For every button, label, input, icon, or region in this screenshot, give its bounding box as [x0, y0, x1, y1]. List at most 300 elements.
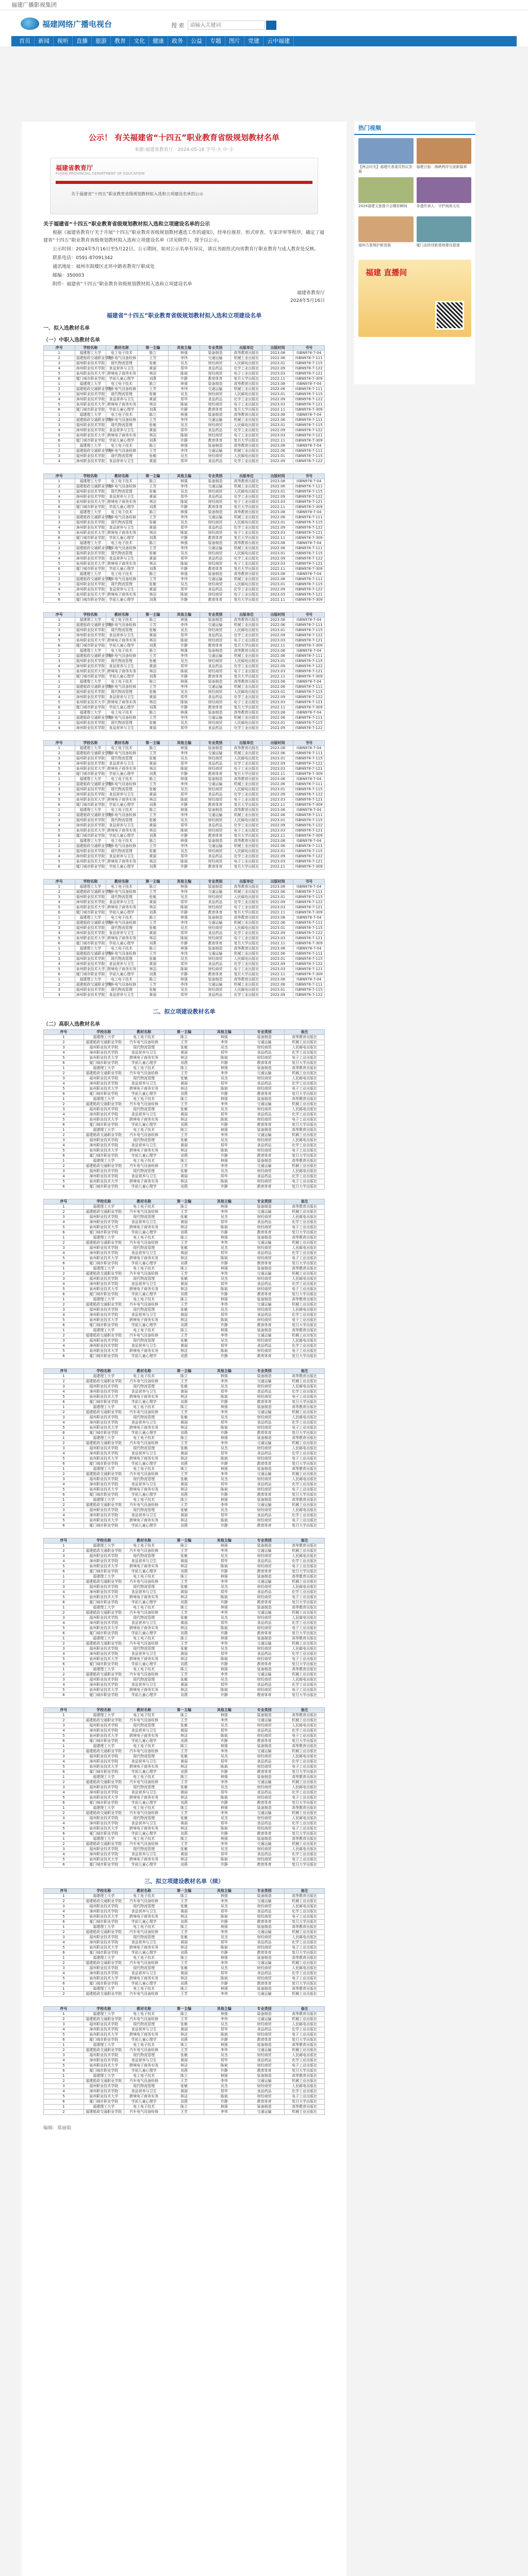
table-cell: 吴杰 [204, 1446, 244, 1451]
video-thumb[interactable] [358, 138, 414, 174]
nav-item[interactable]: 政务 [168, 36, 187, 46]
table-cell: 陈斌 [204, 1487, 244, 1493]
nav-item[interactable]: 专题 [206, 36, 225, 46]
table-cell: 人民邮电出版社 [285, 1215, 325, 1220]
table-cell: 汽车电气设备检修 [106, 782, 138, 787]
table-cell: 电子工业出版社 [285, 1518, 325, 1523]
table-cell: 教育体育 [244, 1400, 285, 1405]
table-cell: 教育体育 [244, 1981, 285, 1987]
table-cell: 交通运输 [244, 1379, 285, 1384]
table-cell: 人民邮电出版社 [231, 361, 262, 366]
table-row [44, 1749, 325, 1754]
table-cell: 化学工业出版社 [285, 1728, 325, 1734]
nav-item[interactable]: 教育 [111, 36, 130, 46]
table-cell: 张敏 [137, 454, 169, 459]
table-cell: 4 [44, 664, 75, 669]
table-cell: 吴杰 [169, 551, 200, 556]
table-cell: 2022.06 [262, 577, 293, 582]
table-header-cell: 其他主编 [204, 2007, 244, 2012]
table-cell: ISBN978-7-115 [293, 818, 325, 823]
table-cell: 财经商贸 [244, 1734, 285, 1739]
table-cell: ISBN978-7-121 [293, 500, 325, 505]
table-cell: 2023.01 [262, 454, 293, 459]
table-cell: ISBN978-7-04 [293, 808, 325, 813]
table-cell: 跨境电子商务实务 [106, 700, 138, 705]
table-cell: 汽车电气设备检修 [106, 449, 138, 454]
table-cell: 福州职业技术学院 [75, 582, 106, 587]
table-cell: ISBN978-7-121 [293, 767, 325, 772]
table-header-cell: 教材名称 [106, 346, 138, 351]
table-row [44, 2110, 325, 2115]
table-cell: 汽车电气设备检修 [124, 1899, 164, 1904]
table-cell: 电工电子技术 [124, 1328, 164, 1333]
table-cell: 2 [44, 1102, 84, 1107]
table-cell: 2 [44, 356, 75, 361]
table-cell: 化学工业出版社 [231, 900, 262, 905]
table-row [44, 643, 325, 649]
table-cell: 财经商贸 [244, 1647, 285, 1652]
table-cell: ISBN978-7-04 [293, 746, 325, 751]
table-cell: 福州职业技术学院 [84, 1847, 124, 1852]
table-cell: 财经商贸 [200, 690, 231, 695]
table-cell: 机械工业出版社 [231, 654, 262, 659]
table-cell: 3 [44, 1816, 84, 1821]
table-cell: 现代物流管理 [106, 756, 138, 761]
table-cell: 陈立 [164, 1925, 204, 1930]
table-cell: 黄丽 [164, 1940, 204, 1945]
table-cell: 装备制造 [200, 680, 231, 685]
table-cell: 2 [44, 1961, 84, 1966]
table-cell: 电子工业出版社 [285, 1426, 325, 1431]
table-cell: 人民邮电出版社 [231, 659, 262, 664]
nav-item[interactable]: 首页 [15, 36, 35, 46]
table-cell: 汽车电气设备检修 [124, 1472, 164, 1477]
table-row [44, 1246, 325, 1251]
table-cell: 陈立 [164, 2012, 204, 2017]
table-cell: 装备制造 [244, 1374, 285, 1379]
table-cell: 陈立 [137, 916, 169, 921]
table-cell: 学前儿童心理学 [106, 910, 138, 916]
table-cell: 厦门城市职业学院 [75, 438, 106, 444]
table-cell: 吴杰 [169, 423, 200, 428]
table-row [44, 587, 325, 592]
table-cell: 财经商贸 [200, 721, 231, 726]
table-row [44, 1925, 325, 1930]
table-cell: 厦门城市职业学院 [84, 1400, 124, 1405]
table-cell: 2 [44, 982, 75, 988]
live-ad-banner[interactable] [358, 260, 471, 337]
table-cell: 吴杰 [169, 756, 200, 761]
table-cell: ISBN978-7-115 [293, 392, 325, 397]
table-cell: 福州职业技术学院 [75, 756, 106, 761]
nav-item[interactable]: 图片 [225, 36, 244, 46]
table-cell: 林洁 [137, 402, 169, 408]
table-cell: 2023.03 [262, 905, 293, 910]
table-cell: 林强 [204, 1775, 244, 1780]
table-header-cell: 其他主编 [204, 1030, 244, 1035]
table-cell: 张敏 [137, 520, 169, 526]
table-cell: 福建理工大学 [75, 541, 106, 546]
table-cell: 高等教育出版社 [285, 1128, 325, 1133]
material-table [43, 1888, 325, 1997]
table-cell: 吴杰 [204, 1076, 244, 1081]
table-cell: 许静 [204, 1569, 244, 1574]
table-header-cell: 出版时间 [262, 741, 293, 746]
table-cell: 福州职业技术学院 [84, 1754, 124, 1759]
table-cell: ISBN978-7-121 [293, 967, 325, 972]
table-cell: 食品营养与卫生 [106, 726, 138, 731]
top-bar-text: 福建广播影视集团 [11, 2, 57, 8]
table-cell: 李伟 [169, 921, 200, 926]
table-cell: 现代物流管理 [106, 787, 138, 792]
table-cell: 6 [44, 1770, 84, 1775]
table-cell: 漳州职业技术学院 [84, 1683, 124, 1688]
video-thumb[interactable] [417, 216, 472, 252]
table-cell: 厦门城市职业学院 [84, 1184, 124, 1190]
table-cell: 李伟 [169, 890, 200, 895]
table-cell: 高等教育出版社 [285, 1235, 325, 1241]
table-cell: 吴杰 [169, 849, 200, 854]
table-row [44, 674, 325, 680]
table-cell: 人民邮电出版社 [231, 423, 262, 428]
table-cell: 教育体育 [244, 1431, 285, 1436]
table-cell: 学前儿童心理学 [106, 834, 138, 839]
table-cell: 3 [44, 1935, 84, 1940]
table-cell: 食品药品 [200, 556, 231, 562]
table-cell: 学前儿童心理学 [124, 1862, 164, 1868]
table-cell: 黄丽 [164, 1174, 204, 1179]
table-cell: 3 [44, 1277, 84, 1282]
table-cell: 福州职业技术学院 [84, 1415, 124, 1420]
table-cell: 刘燕 [164, 1323, 204, 1328]
table-cell: 福州职业技术学院 [84, 1935, 124, 1940]
table-cell: 福建船政交通职业学院 [75, 890, 106, 895]
table-cell: 跨境电子商务实务 [106, 402, 138, 408]
table-row [44, 972, 325, 977]
table-cell: 电工电子技术 [124, 1956, 164, 1961]
table-cell: 郑华 [204, 1683, 244, 1688]
table-cell: 2023.03 [262, 531, 293, 536]
table-cell: 2023.08 [262, 777, 293, 782]
table-cell: 汽车电气设备检修 [106, 844, 138, 849]
table-cell: 黄丽 [137, 726, 169, 731]
table-cell: 2022.11 [262, 377, 293, 382]
table-cell: ISBN978-7-111 [293, 952, 325, 957]
table-cell: 福建理工大学 [84, 2012, 124, 2017]
table-cell: 交通运输 [200, 685, 231, 690]
table-cell: 4 [44, 792, 75, 798]
table-row [44, 546, 325, 551]
site-logo[interactable] [21, 18, 112, 30]
table-cell: 财经商贸 [244, 1564, 285, 1569]
table-header-cell: 专业类别 [200, 613, 231, 618]
table-cell: 陈斌 [204, 2032, 244, 2038]
table-cell: 人民邮电出版社 [231, 551, 262, 556]
table-header-cell: 序号 [44, 613, 75, 618]
table-cell: 2022.06 [262, 685, 293, 690]
table-cell: 福建理工大学 [84, 1713, 124, 1718]
nav-item[interactable]: 公益 [187, 36, 206, 46]
table-header-cell: 书号 [293, 879, 325, 885]
table-row [44, 2053, 325, 2058]
table-cell: 2022.06 [262, 356, 293, 361]
table-cell: ISBN978-7-122 [293, 587, 325, 592]
table-cell: 厦门城市职业学院 [75, 772, 106, 777]
nav-item[interactable]: 云中福建 [263, 36, 294, 46]
table-cell: 陈立 [137, 479, 169, 484]
table-cell: 2 [44, 2017, 84, 2022]
table-cell: 学前儿童心理学 [124, 2038, 164, 2043]
video-thumb[interactable] [417, 138, 472, 174]
table-row [44, 865, 325, 870]
table-cell: 泉州职业技术大学 [84, 1318, 124, 1323]
table-cell: 化学工业出版社 [285, 1451, 325, 1456]
table-cell: 汽车电气设备检修 [124, 1549, 164, 1554]
table-cell: 郑华 [204, 2089, 244, 2094]
table-row [44, 2038, 325, 2043]
table-cell: 陈立 [137, 839, 169, 844]
table-cell: 福建船政交通职业学院 [84, 2110, 124, 2115]
table-cell: 林强 [204, 1097, 244, 1102]
table-header-cell: 序号 [44, 1889, 84, 1894]
table-row [44, 1559, 325, 1564]
table-cell: 林强 [204, 1374, 244, 1379]
table-cell: 装备制造 [244, 2043, 285, 2048]
table-row [44, 2012, 325, 2017]
table-cell: 2 [44, 623, 75, 628]
table-cell: 高等教育出版社 [231, 885, 262, 890]
table-cell: 刘燕 [164, 1154, 204, 1159]
table-row [44, 449, 325, 454]
table-cell: 福建理工大学 [75, 649, 106, 654]
table-cell: 食品药品 [244, 1112, 285, 1117]
table-cell: 现代物流管理 [124, 1785, 164, 1790]
table-row [44, 900, 325, 905]
table-cell: 4 [44, 854, 75, 859]
table-cell: 2022.11 [262, 865, 293, 870]
table-cell: 陈立 [164, 1987, 204, 1992]
table-cell: 化学工业出版社 [231, 854, 262, 859]
nav-item[interactable]: 直播 [73, 36, 92, 46]
table-cell: 跨境电子商务实务 [106, 531, 138, 536]
table-cell: 学前儿童心理学 [124, 1951, 164, 1956]
table-row [44, 782, 325, 787]
table-cell: 郑华 [204, 1313, 244, 1318]
table-cell: 张敏 [164, 1816, 204, 1821]
table-cell: 2 [44, 1780, 84, 1785]
table-cell: 李伟 [204, 1102, 244, 1107]
table-cell: 许静 [204, 1862, 244, 1868]
table-cell: 陈立 [164, 1328, 204, 1333]
table-cell: 6 [44, 2069, 84, 2074]
table-cell: 复旦大学出版社 [285, 1862, 325, 1868]
table-cell: 2023.03 [262, 433, 293, 438]
table-cell: 李伟 [204, 2079, 244, 2084]
table-cell: 跨境电子商务实务 [106, 669, 138, 674]
table-cell: 食品药品 [244, 1621, 285, 1626]
table-cell: 汽车电气设备检修 [106, 982, 138, 988]
table-cell: 食品营养与卫生 [124, 1621, 164, 1626]
table-cell: 黄丽 [164, 2027, 204, 2032]
table-cell: 陈立 [164, 2043, 204, 2048]
table-cell: 财经商贸 [244, 1384, 285, 1389]
video-thumb[interactable] [417, 177, 472, 213]
table-cell: 财经商贸 [244, 1349, 285, 1354]
table-cell: 2023.01 [262, 957, 293, 962]
table-cell: 林强 [204, 2012, 244, 2017]
table-cell: 化学工业出版社 [285, 1050, 325, 1056]
table-cell: 4 [44, 1909, 84, 1914]
table-row [44, 1837, 325, 1842]
table-cell: 教育体育 [244, 1354, 285, 1359]
table-cell: 福建船政交通职业学院 [84, 1333, 124, 1338]
table-cell: 现代物流管理 [124, 1847, 164, 1852]
table-cell: 6 [44, 598, 75, 603]
thumb-image [358, 216, 414, 242]
table-cell: 5 [44, 638, 75, 643]
material-table [43, 345, 325, 464]
table-cell: 郑华 [204, 1174, 244, 1179]
table-cell: 张敏 [137, 957, 169, 962]
table-cell: 福建船政交通职业学院 [84, 1549, 124, 1554]
table-cell: 刘燕 [164, 1061, 204, 1066]
table-cell: ISBN978-7-309 [293, 377, 325, 382]
table-row [44, 695, 325, 700]
table-cell: 福州职业技术学院 [84, 1246, 124, 1251]
table-cell: 2 [44, 418, 75, 423]
table-cell: 福建理工大学 [84, 1574, 124, 1580]
table-cell: ISBN978-7-122 [293, 428, 325, 433]
nav-item[interactable]: 健康 [149, 36, 168, 46]
table-cell: 陈斌 [204, 1456, 244, 1462]
table-cell: 吴杰 [169, 690, 200, 695]
table-cell: 电工电子技术 [106, 946, 138, 952]
table-cell: 吴杰 [204, 2084, 244, 2089]
table-cell: 财经商贸 [200, 905, 231, 910]
table-cell: 漳州职业技术学院 [84, 1821, 124, 1826]
video-thumb[interactable] [358, 177, 414, 213]
table-cell: 黄丽 [164, 1313, 204, 1318]
table-cell: 财经商贸 [200, 926, 231, 931]
table-cell: 复旦大学出版社 [285, 1832, 325, 1837]
table-cell: 许静 [169, 598, 200, 603]
search-button[interactable] [266, 21, 276, 30]
table-cell: 跨境电子商务实务 [106, 828, 138, 834]
table-cell: 陈立 [137, 510, 169, 515]
nav-item[interactable]: 视听 [54, 36, 73, 46]
table-cell: 装备制造 [244, 1235, 285, 1241]
table-cell: 跨境电子商务实务 [124, 1287, 164, 1292]
table-cell: 陈斌 [204, 1256, 244, 1261]
table-header-cell: 第一主编 [164, 2007, 204, 2012]
table-cell: 学前儿童心理学 [106, 674, 138, 680]
table-cell: 厦门城市职业学院 [84, 1832, 124, 1837]
table-cell: 福建船政交通职业学院 [84, 1472, 124, 1477]
table-cell: 福建船政交通职业学院 [84, 1272, 124, 1277]
table-cell: 食品营养与卫生 [124, 1652, 164, 1657]
table-header-cell: 第一主编 [137, 741, 169, 746]
table-cell: 2 [44, 1580, 84, 1585]
table-cell: 电子工业出版社 [231, 967, 262, 972]
table-cell: 6 [44, 1061, 84, 1066]
nav-item[interactable]: 党建 [244, 36, 263, 46]
table-row [44, 454, 325, 459]
table-row [44, 1128, 325, 1133]
table-cell: 4 [44, 1852, 84, 1857]
table-cell: 林强 [169, 572, 200, 577]
table-header-cell: 学校名称 [75, 879, 106, 885]
table-header-cell: 学校名称 [75, 741, 106, 746]
table-cell: 财经商贸 [200, 361, 231, 366]
table-cell: 3 [44, 1554, 84, 1559]
table-cell: 高等教育出版社 [285, 2012, 325, 2017]
table-cell: 财经商贸 [200, 433, 231, 438]
table-row [44, 377, 325, 382]
article-paragraph: 邮编：350003 [53, 273, 85, 278]
table-cell: 人民邮电出版社 [231, 582, 262, 587]
table-cell: 财经商贸 [244, 1045, 285, 1050]
table-cell: 财经商贸 [244, 1765, 285, 1770]
table-cell: 张敏 [164, 1508, 204, 1513]
nav-item[interactable]: 新闻 [35, 36, 54, 46]
table-row [44, 761, 325, 767]
search-input[interactable] [188, 21, 265, 30]
table-cell: 林强 [169, 351, 200, 356]
table-cell: 跨境电子商务实务 [106, 500, 138, 505]
table-row [44, 993, 325, 998]
table-cell: ISBN978-7-121 [293, 592, 325, 598]
table-cell: 3 [44, 582, 75, 587]
video-thumb[interactable] [358, 216, 414, 252]
table-cell: 教育体育 [244, 1832, 285, 1837]
table-cell: 化学工业出版社 [285, 2027, 325, 2032]
table-cell: 黄丽 [164, 1559, 204, 1564]
table-cell: 5 [44, 562, 75, 567]
table-cell: 5 [44, 669, 75, 674]
table-cell: 林强 [204, 1297, 244, 1302]
table-cell: 食品营养与卫生 [106, 792, 138, 798]
table-row [44, 1930, 325, 1935]
table-cell: 化学工业出版社 [231, 792, 262, 798]
table-cell: 装备制造 [244, 1925, 285, 1930]
table-row [44, 495, 325, 500]
table-cell: 吴杰 [204, 1169, 244, 1174]
table-cell: 福建理工大学 [84, 2074, 124, 2079]
table-cell: 电工电子技术 [124, 1605, 164, 1611]
table-cell: 食品药品 [244, 1451, 285, 1456]
table-row [44, 2027, 325, 2032]
table-cell: 福建理工大学 [84, 1744, 124, 1749]
nav-item[interactable]: 旅游 [92, 36, 111, 46]
table-cell: 食品药品 [200, 459, 231, 464]
table-cell: 3 [44, 1647, 84, 1652]
table-cell: 食品营养与卫生 [124, 1821, 164, 1826]
table-cell: 郑华 [204, 1971, 244, 1976]
table-cell: 黄丽 [164, 1220, 204, 1225]
table-cell: 郑华 [204, 1909, 244, 1914]
table-cell: ISBN978-7-115 [293, 423, 325, 428]
table-cell: 跨境电子商务实务 [106, 798, 138, 803]
table-row [44, 1780, 325, 1785]
table-cell: 黄丽 [137, 495, 169, 500]
table-row [44, 1585, 325, 1590]
table-cell: 林洁 [164, 1976, 204, 1981]
table-cell: 复旦大学出版社 [285, 1693, 325, 1698]
nav-item[interactable]: 文化 [130, 36, 149, 46]
table-cell: 高等教育出版社 [285, 2074, 325, 2079]
table-cell: 食品药品 [200, 854, 231, 859]
table-cell: 电子工业出版社 [231, 669, 262, 674]
